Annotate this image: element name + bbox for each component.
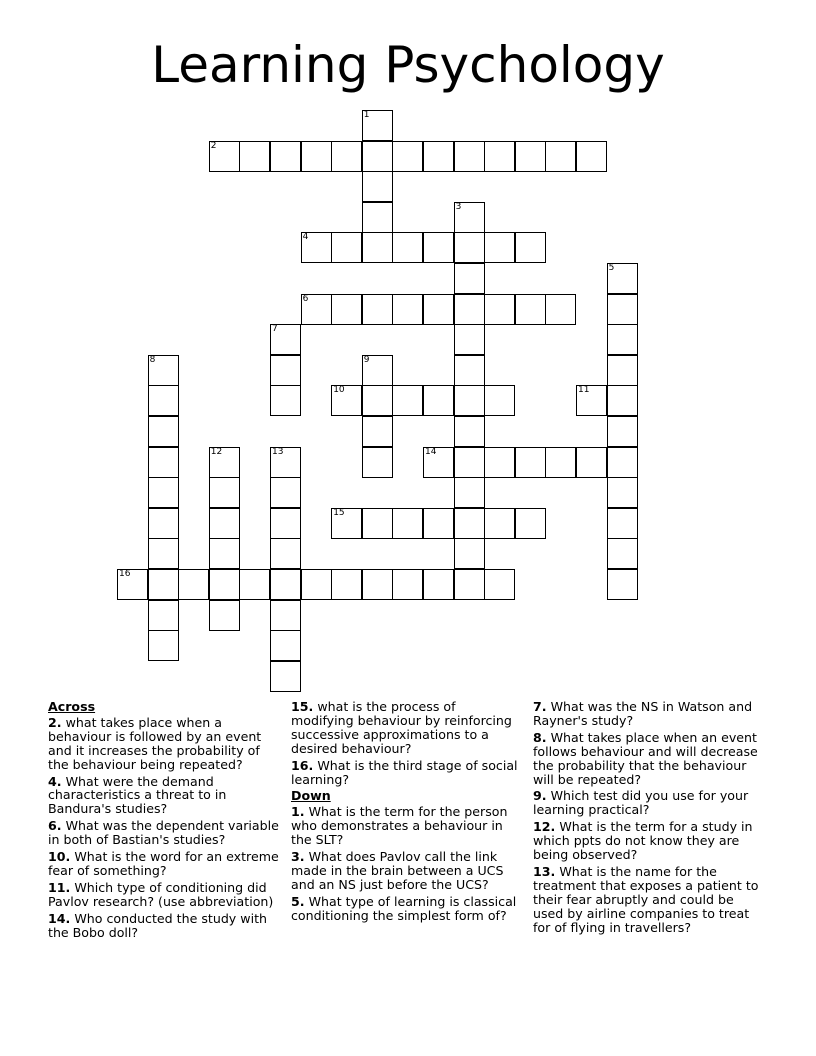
- grid-cell[interactable]: [270, 661, 301, 692]
- grid-cell[interactable]: [148, 508, 179, 539]
- grid-cell[interactable]: [178, 569, 209, 600]
- across-clue-2: 2. what takes place when a behaviour is followed by an event and it increases the probability of the behaviour being repeated?: [48, 714, 262, 772]
- across-clue-15: 15. what is the process of modifying behaviour by reinforcing successive approximations to a desired behaviour?: [291, 699, 512, 756]
- grid-cell[interactable]: [148, 630, 179, 661]
- grid-cell[interactable]: [454, 263, 485, 294]
- grid-cell[interactable]: [331, 232, 362, 263]
- across-clue-16: 16. What is the third stage of social learning?: [291, 757, 518, 787]
- down-clue-9: 9. Which test did you use for your learning practical?: [533, 788, 749, 818]
- grid-cell[interactable]: [148, 600, 179, 631]
- grid-cell[interactable]: [270, 355, 301, 386]
- grid-cell[interactable]: [117, 569, 148, 600]
- grid-cell[interactable]: [576, 385, 607, 416]
- grid-cell[interactable]: [454, 355, 485, 386]
- across-clue-10: 10. What is the word for an extreme fear of something?: [48, 849, 279, 878]
- grid-cell[interactable]: [209, 538, 240, 569]
- down-clue-3: 3. What does Pavlov call the link made in the brain between a UCS and an NS just before the UCS?: [291, 849, 504, 892]
- grid-cell[interactable]: [484, 508, 515, 539]
- cell-number: 4: [302, 232, 309, 243]
- clue-column-3: [533, 700, 768, 938]
- grid-cell[interactable]: [270, 538, 301, 569]
- grid-cell[interactable]: [331, 141, 362, 172]
- grid-cell[interactable]: [270, 508, 301, 539]
- grid-cell[interactable]: [301, 141, 332, 172]
- cell-number: 12: [210, 446, 223, 457]
- grid-cell[interactable]: [454, 569, 485, 600]
- grid-cell[interactable]: [209, 477, 240, 508]
- cell-number: 13: [272, 446, 284, 457]
- grid-cell[interactable]: [239, 569, 270, 600]
- cell-number: 2: [210, 140, 217, 151]
- down-clue-8: 8. What takes place when an event follows behaviour and will decrease the probability that the behaviour will be repeated?: [533, 729, 758, 787]
- grid-cell[interactable]: [270, 141, 301, 172]
- grid-cell[interactable]: [607, 538, 638, 569]
- grid-cell[interactable]: [301, 232, 332, 263]
- grid-cell[interactable]: [209, 569, 240, 600]
- cell-number: 11: [578, 385, 590, 396]
- grid-cell[interactable]: [392, 294, 423, 325]
- grid-cell[interactable]: [392, 232, 423, 263]
- page-title: Learning Psychology: [151, 36, 665, 94]
- grid-cell[interactable]: [607, 569, 638, 600]
- down-clue-5: 5. What type of learning is classical conditioning the simplest form of?: [291, 893, 517, 923]
- grid-cell[interactable]: [270, 477, 301, 508]
- grid-cell[interactable]: [515, 508, 546, 539]
- cell-number: 9: [363, 354, 370, 365]
- down-clue-1: 1. What is the term for the person who demonstrates a behaviour in the SLT?: [291, 804, 508, 848]
- across-clue-14: 14. Who conducted the study with the Bobo doll?: [48, 910, 267, 940]
- cell-number: 10: [333, 385, 345, 396]
- grid-cell[interactable]: [392, 141, 423, 172]
- grid-cell[interactable]: [423, 508, 454, 539]
- grid-cell[interactable]: [270, 630, 301, 661]
- grid-cell[interactable]: [362, 232, 393, 263]
- across-clue-6: 6. What was the dependent variable in both of Bastian's studies?: [48, 818, 279, 848]
- cell-number: 5: [608, 263, 615, 273]
- down-heading: Down: [291, 788, 331, 804]
- grid-cell[interactable]: [209, 447, 240, 478]
- cell-number: 6: [302, 293, 309, 304]
- grid-cell[interactable]: [423, 569, 454, 600]
- grid-cell[interactable]: [545, 447, 576, 478]
- grid-cell[interactable]: [484, 447, 515, 478]
- grid-cell[interactable]: [454, 538, 485, 569]
- clue-column-2: [291, 700, 521, 926]
- grid-cell[interactable]: [331, 569, 362, 600]
- grid-cell[interactable]: [607, 324, 638, 355]
- grid-cell[interactable]: [301, 294, 332, 325]
- grid-cell[interactable]: [545, 141, 576, 172]
- grid-cell[interactable]: [209, 141, 240, 172]
- down-clue-12: 12. What is the term for a study in which ppts do not know they are being observed?: [533, 819, 753, 863]
- grid-cell[interactable]: [454, 447, 485, 478]
- cell-number: 8: [149, 354, 156, 365]
- grid-cell[interactable]: [454, 416, 485, 447]
- cell-number: 14: [425, 446, 437, 457]
- grid-cell[interactable]: [270, 447, 301, 478]
- grid-cell[interactable]: [515, 294, 546, 325]
- across-heading: Across: [48, 699, 96, 714]
- grid-cell[interactable]: [545, 294, 576, 325]
- grid-cell[interactable]: [331, 508, 362, 539]
- grid-cell[interactable]: [484, 385, 515, 416]
- grid-cell[interactable]: [515, 232, 546, 263]
- grid-cell[interactable]: [270, 600, 301, 631]
- grid-cell[interactable]: [209, 600, 240, 631]
- grid-cell[interactable]: [148, 569, 179, 600]
- grid-cell[interactable]: [454, 141, 485, 172]
- grid-cell[interactable]: [454, 294, 485, 325]
- grid-cell[interactable]: [331, 385, 362, 416]
- grid-cell[interactable]: [270, 569, 301, 600]
- grid-cell[interactable]: [362, 447, 393, 478]
- grid-cell[interactable]: [484, 569, 515, 600]
- grid-cell[interactable]: [576, 447, 607, 478]
- grid-cell[interactable]: [607, 416, 638, 447]
- grid-cell[interactable]: [423, 385, 454, 416]
- clue-column-1: [48, 700, 284, 943]
- grid-cell[interactable]: [515, 141, 546, 172]
- grid-cell[interactable]: [362, 294, 393, 325]
- grid-cell[interactable]: [454, 232, 485, 263]
- cell-number: 1: [363, 110, 370, 120]
- grid-cell[interactable]: [148, 538, 179, 569]
- down-clue-7: 7. What was the NS in Watson and Rayner's study?: [533, 699, 753, 728]
- grid-cell[interactable]: [454, 324, 485, 355]
- cell-number: 3: [455, 201, 462, 212]
- cell-number: 16: [119, 569, 131, 579]
- across-clue-4: 4. What were the demand characteristics a threat to in Bandura's studies?: [48, 773, 227, 817]
- grid-cell[interactable]: [362, 141, 393, 172]
- grid-cell[interactable]: [454, 385, 485, 416]
- grid-cell[interactable]: [362, 110, 393, 141]
- grid-cell[interactable]: [362, 355, 393, 386]
- grid-cell[interactable]: [484, 141, 515, 172]
- cell-number: 7: [272, 324, 278, 335]
- grid-cell[interactable]: [392, 385, 423, 416]
- grid-cell[interactable]: [209, 508, 240, 539]
- grid-cell[interactable]: [392, 508, 423, 539]
- grid-cell[interactable]: [484, 232, 515, 263]
- grid-cell[interactable]: [607, 508, 638, 539]
- grid-cell[interactable]: [301, 569, 332, 600]
- across-clue-11: 11. Which type of conditioning did Pavlov research? (use abbreviation): [48, 879, 274, 909]
- grid-cell[interactable]: [148, 477, 179, 508]
- grid-cell[interactable]: [607, 294, 638, 325]
- grid-cell[interactable]: [576, 141, 607, 172]
- grid-cell[interactable]: [362, 171, 393, 202]
- grid-cell[interactable]: [362, 385, 393, 416]
- grid-cell[interactable]: [607, 355, 638, 386]
- cell-number: 15: [333, 507, 345, 518]
- grid-cell[interactable]: [148, 416, 179, 447]
- grid-cell[interactable]: [362, 508, 393, 539]
- grid-cell[interactable]: [362, 202, 393, 233]
- grid-cell[interactable]: [362, 416, 393, 447]
- grid-cell[interactable]: [270, 385, 301, 416]
- grid-cell[interactable]: [454, 202, 485, 233]
- grid-cell[interactable]: [423, 294, 454, 325]
- grid-cell[interactable]: [607, 263, 638, 294]
- grid-cell[interactable]: [454, 477, 485, 508]
- grid-cell[interactable]: [362, 569, 393, 600]
- grid-cell[interactable]: [423, 141, 454, 172]
- grid-cell[interactable]: [331, 294, 362, 325]
- down-clue-13: 13. What is the name for the treatment that exposes a patient to their fear abruptly and could be used by airline companies to treat for of flying in travellers?: [533, 863, 759, 935]
- grid-cell[interactable]: [270, 324, 301, 355]
- grid-cell[interactable]: [148, 355, 179, 386]
- grid-cell[interactable]: [607, 447, 638, 478]
- grid-cell[interactable]: [423, 447, 454, 478]
- grid-cell[interactable]: [515, 447, 546, 478]
- grid-cell[interactable]: [148, 385, 179, 416]
- grid-cell[interactable]: [607, 385, 638, 416]
- grid-cell[interactable]: [239, 141, 270, 172]
- grid-cell[interactable]: [484, 294, 515, 325]
- grid-cell[interactable]: [423, 232, 454, 263]
- grid-cell[interactable]: [392, 569, 423, 600]
- grid-cell[interactable]: [607, 477, 638, 508]
- grid-cell[interactable]: [454, 508, 485, 539]
- grid-cell[interactable]: [148, 447, 179, 478]
